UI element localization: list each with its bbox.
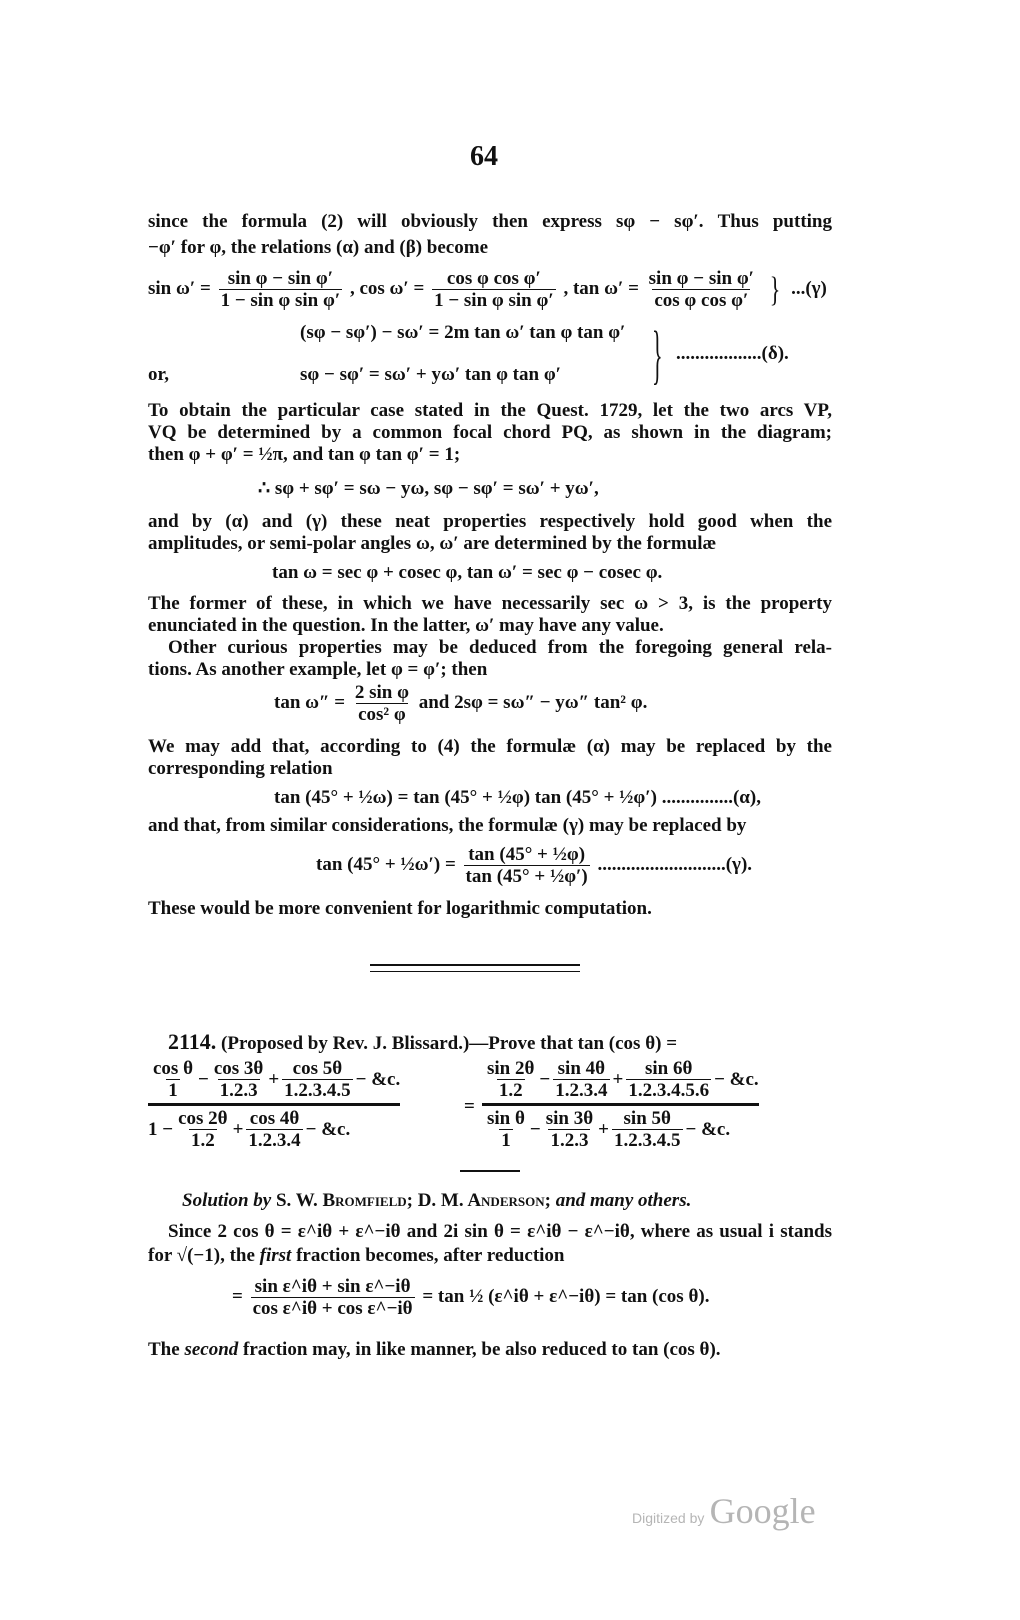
op: − &c. [685, 1118, 731, 1140]
text: for √(−1), the [148, 1245, 255, 1266]
text-line: We may add that, according to (4) the formulæ (α) may be replaced by the [148, 736, 832, 757]
solvers: S. W. Bromfield; D. M. Anderson; [275, 1190, 551, 1211]
denominator: cos² φ [358, 704, 406, 725]
denominator: tan (45° + ½φ′) [465, 866, 588, 887]
denominator: 1.2.3 [550, 1130, 589, 1151]
page-number: 64 [470, 141, 498, 172]
op: − [198, 1068, 209, 1090]
fraction [246, 1108, 302, 1151]
fraction [485, 1108, 527, 1151]
denominator: 1.2.3.4.5 [614, 1130, 681, 1151]
question-heading [168, 1031, 677, 1055]
numerator: cos 2θ [178, 1108, 228, 1129]
numerator: sin 2θ [487, 1058, 535, 1079]
right-big-fraction [482, 1058, 759, 1151]
equation-tag: ..................(δ). [676, 343, 789, 364]
fraction [485, 1058, 536, 1101]
equation-tan: tan ω = sec φ + cosec φ, tan ω′ = sec φ − cosec φ. [272, 562, 663, 583]
op: − [539, 1068, 551, 1090]
divider [460, 1170, 520, 1172]
op: + [268, 1068, 280, 1090]
eq-part: and 2sφ = sω″ − yω″ tan² φ. [418, 691, 648, 713]
section-divider [370, 964, 580, 966]
text-line: and that, from similar considerations, the formulæ (γ) may be replaced by [148, 815, 747, 836]
fraction [282, 1058, 353, 1101]
watermark-prefix: Digitized by [632, 1510, 705, 1526]
denominator: 1.2.3.4.5 [284, 1080, 351, 1101]
fraction [176, 1108, 230, 1151]
op: 1 − [148, 1118, 174, 1140]
fraction [612, 1108, 683, 1151]
brace: } [769, 268, 781, 309]
equation-delta-a: (sφ − sφ′) − sω′ = 2m tan ω′ tan φ tan φ′ [300, 322, 626, 343]
numerator: cos φ cos φ′ [446, 268, 541, 289]
fraction [544, 1108, 595, 1151]
numerator: cos 5θ [292, 1058, 343, 1079]
op: + [598, 1118, 609, 1140]
fraction [432, 268, 556, 311]
denominator: 1 [501, 1130, 511, 1151]
numerator: sin 5θ [623, 1108, 671, 1129]
op: − [529, 1118, 541, 1140]
question-number: 2114. [168, 1029, 217, 1054]
text-line: VQ be determined by a common focal chord PQ, as shown in the diagram; [148, 422, 832, 443]
equation-solution [232, 1276, 709, 1319]
section-divider [370, 971, 580, 972]
text-line: The former of these, in which we have necessarily sec ω > 3, is the property [148, 593, 832, 614]
fraction [212, 1058, 266, 1101]
numerator: sin 3θ [545, 1108, 594, 1129]
eq-part: , cos ω′ = [349, 277, 425, 299]
text: fraction may, in like manner, be also reduced to tan (cos θ). [243, 1339, 721, 1360]
fraction [464, 844, 590, 887]
denominator: 1.2.3.4.5.6 [628, 1080, 710, 1101]
equation-gamma [148, 268, 827, 311]
fraction [219, 268, 343, 311]
denominator: cos ε^iθ + cos ε^−iθ [252, 1298, 413, 1319]
numerator: tan (45° + ½φ) [468, 844, 586, 865]
numerator: cos θ [153, 1058, 193, 1079]
text-line: tions. As another example, let φ = φ′; then [148, 659, 488, 680]
numerator: sin θ [487, 1108, 525, 1129]
text-or: or, [148, 364, 169, 385]
brace: } [652, 316, 663, 391]
fraction [251, 1276, 415, 1319]
denominator: 1.2.3.4 [248, 1130, 301, 1151]
text-line: −φ′ for φ, the relations (α) and (β) become [148, 237, 488, 258]
text-line: then φ + φ′ = ½π, and tan φ tan φ′ = 1; [148, 444, 461, 465]
denominator: 1.2 [498, 1080, 523, 1101]
text: fraction becomes, after reduction [296, 1245, 565, 1266]
numerator: sin φ − sin φ′ [648, 268, 755, 289]
google-logo: Google [709, 1491, 816, 1531]
left-big-fraction [148, 1058, 400, 1151]
fraction [151, 1058, 195, 1101]
eq-part: tan (45° + ½ω′) = [316, 853, 456, 875]
text-line [148, 1339, 721, 1361]
eq-part: = [232, 1285, 243, 1307]
text-line: These would be more convenient for logarithmic computation. [148, 898, 652, 919]
op: − &c. [355, 1068, 401, 1090]
equation-alpha: tan (45° + ½ω) = tan (45° + ½φ) tan (45° + ½φ′) ...............(α), [274, 787, 761, 808]
eq-part: sin ω′ = [148, 277, 211, 299]
text-line [148, 1245, 565, 1267]
text-line: amplitudes, or semi-polar angles ω, ω′ are determined by the formulæ [148, 533, 717, 554]
text: second [184, 1339, 239, 1360]
numerator: sin 6θ [644, 1058, 693, 1079]
equation-therefore: ∴ sφ + sφ′ = sω − yω, sφ − sφ′ = sω′ + yω′, [258, 478, 599, 499]
op: + [232, 1118, 244, 1140]
text-line: corresponding relation [148, 758, 333, 779]
fraction [353, 682, 411, 725]
numerator: 2 sin φ [354, 682, 409, 703]
fraction [553, 1058, 609, 1101]
text: The [148, 1339, 180, 1360]
op: − &c. [305, 1118, 351, 1140]
denominator: 1.2 [190, 1130, 215, 1151]
text-line: Since 2 cos θ = ε^iθ + ε^−iθ and 2i sin θ = ε^iθ − ε^−iθ, where as usual i stands [168, 1221, 832, 1242]
solution-label: and many others. [555, 1190, 692, 1211]
equation-delta-b: sφ − sφ′ = sω′ + yω′ tan φ tan φ′ [300, 364, 562, 385]
numerator: cos 3θ [213, 1058, 264, 1079]
equation-gamma2 [316, 844, 752, 887]
numerator: sin 4θ [557, 1058, 606, 1079]
solution-heading [182, 1190, 691, 1212]
denominator: 1 − sin φ sin φ′ [220, 290, 341, 311]
solution-label: Solution by [182, 1190, 272, 1211]
eq-part: , tan ω′ = [563, 277, 639, 299]
text-line: enunciated in the question. In the latter, ω′ may have any value. [148, 615, 664, 636]
fraction [647, 268, 756, 311]
numerator: sin φ − sin φ′ [227, 268, 334, 289]
text-line: To obtain the particular case stated in the Quest. 1729, let the two arcs VP, [148, 400, 832, 421]
text-line: since the formula (2) will obviously then express sφ − sφ′. Thus putting [148, 211, 832, 232]
denominator: cos φ cos φ′ [654, 290, 749, 311]
denominator: 1.2.3.4 [555, 1080, 608, 1101]
op: − &c. [714, 1068, 759, 1090]
eq-part: tan ω″ = [274, 691, 346, 713]
fraction [626, 1058, 711, 1101]
digitized-watermark [632, 1491, 816, 1531]
denominator: 1.2.3 [219, 1080, 258, 1101]
numerator: sin ε^iθ + sin ε^−iθ [254, 1276, 411, 1297]
equation-tag: ...........................(γ). [597, 853, 753, 875]
eq-part: = tan ½ (ε^iθ + ε^−iθ) = tan (cos θ). [422, 1285, 710, 1307]
op: + [612, 1068, 624, 1090]
denominator: 1 − sin φ sin φ′ [434, 290, 554, 311]
numerator: cos 4θ [249, 1108, 300, 1129]
text: first [259, 1245, 292, 1266]
text-line: and by (α) and (γ) these neat properties respectively hold good when the [148, 511, 832, 532]
question-text: (Proposed by Rev. J. Blissard.)—Prove that tan (cos θ) = [221, 1033, 678, 1054]
equation-double [274, 682, 647, 725]
equation-tag: ...(γ) [791, 277, 827, 299]
denominator: 1 [168, 1080, 178, 1101]
text-line: Other curious properties may be deduced from the foregoing general rela- [168, 637, 832, 658]
equals-sign: = [464, 1096, 475, 1117]
